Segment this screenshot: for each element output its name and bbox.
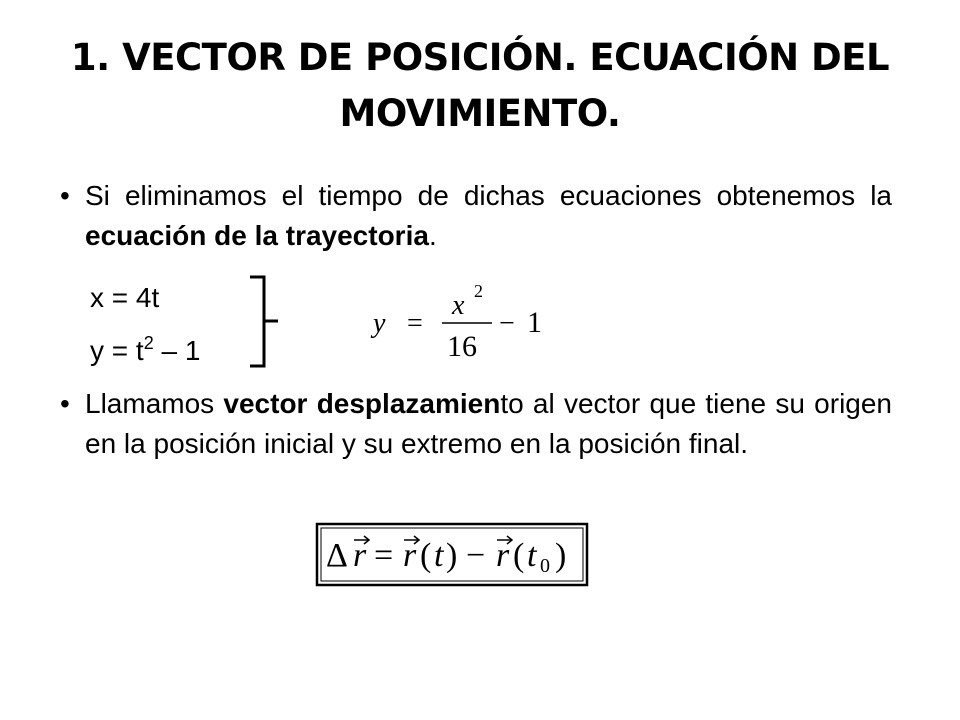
bold-term: ecuación de la trayectoria — [85, 220, 429, 251]
subscript-zero: 0 — [540, 555, 550, 577]
equation-y: $y = t^2 - 1$ — [90, 333, 201, 366]
disp-equals: = — [374, 537, 394, 574]
slide-title: 1. VECTOR DE POSICIÓN. ECUACIÓN DEL MOVIMIENTO. — [70, 36, 890, 135]
traj-minus: − — [499, 308, 515, 339]
vector-arrows — [354, 536, 512, 544]
traj-lhs: y — [373, 308, 386, 339]
disp-minus: − — [466, 537, 486, 574]
traj-numerator-exp: 2 — [474, 281, 483, 301]
time-t0: t — [527, 537, 537, 574]
equation-border — [317, 524, 587, 585]
traj-denominator: 16 — [447, 330, 477, 363]
bullet-dot: • — [60, 388, 70, 419]
r-vector-delta: r — [353, 537, 367, 574]
bold-term: vector desplazamien — [223, 388, 501, 419]
paren-close: ) — [446, 537, 458, 574]
r-vector-t0: r — [496, 537, 510, 574]
delta-symbol: Δ — [326, 537, 348, 574]
bullet-dot: • — [60, 180, 70, 211]
traj-equals: = — [407, 308, 423, 339]
traj-numerator-var: x — [452, 290, 465, 321]
paren-close-2: ) — [555, 537, 567, 574]
equation-x: x = 4t — [90, 282, 160, 313]
time-t: t — [434, 537, 444, 574]
traj-constant: 1 — [527, 306, 542, 339]
bullet-text: Llamamos vector desplazamiento al vector que tiene su origen en la posición inicial y su extremo en la posición final. — [85, 388, 893, 459]
bullet-text: Si eliminamos el tiempo de dichas ecuaciones obtenemos la ecuación de la trayectoria. — [85, 180, 892, 251]
bullet-displacement — [60, 384, 892, 464]
paren-open: ( — [420, 537, 432, 574]
bullet-trajectory — [60, 176, 892, 256]
equation-inner-border — [321, 528, 583, 581]
paren-open-2: ( — [513, 537, 525, 574]
r-vector-t: r — [403, 537, 417, 574]
